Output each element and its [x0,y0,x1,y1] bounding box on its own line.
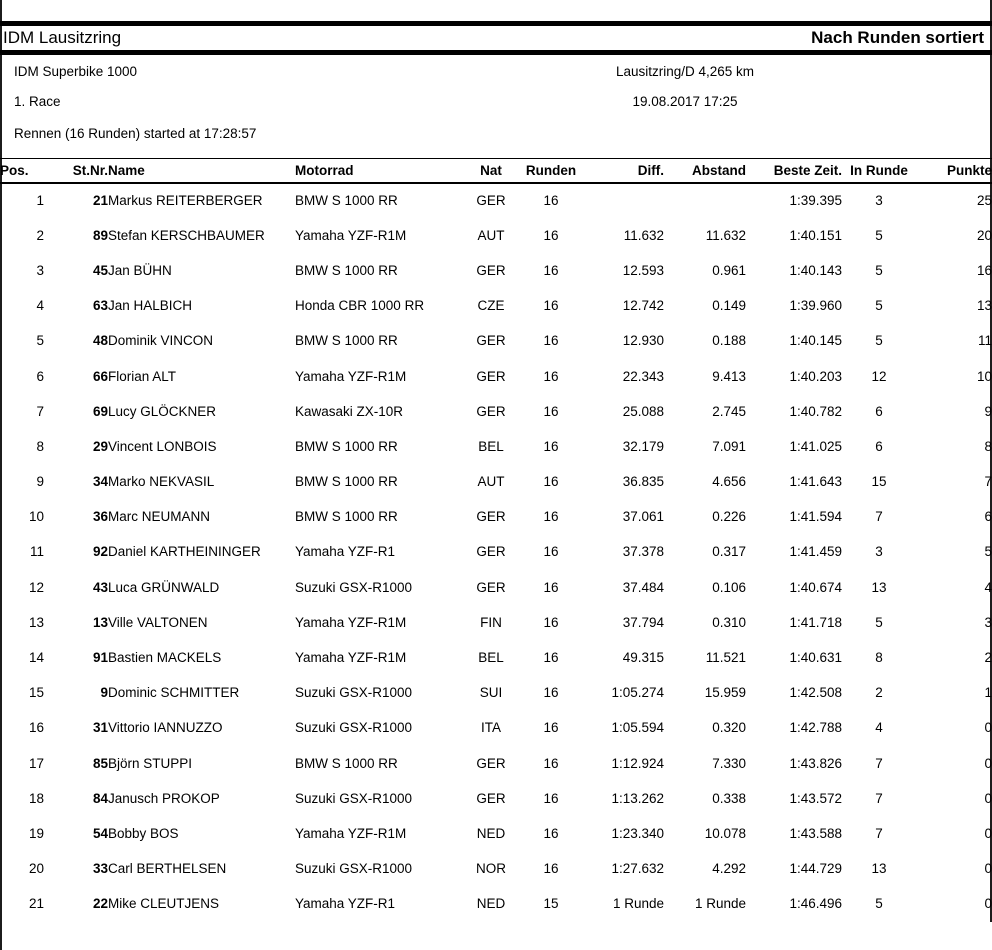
cell-name: Jan BÜHN [108,262,172,278]
cell-diff: 12.742 [622,298,664,314]
cell-runden: 16 [543,650,559,666]
cell-runden: 16 [543,861,559,877]
cell-diff: 1:23.340 [611,825,664,841]
cell-inrunde: 4 [875,720,883,736]
track-info: Lausitzring/D 4,265 km [615,64,755,79]
table-row [0,394,992,429]
cell-diff [590,183,664,218]
cell-nat: CZE [477,298,505,314]
cell-motorrad: BMW S 1000 RR [295,755,398,771]
cell-beste: 1:44.729 [789,861,842,877]
cell-runden: 16 [543,262,559,278]
cell-motorrad: BMW S 1000 RR [295,474,398,490]
cell-runden: 15 [543,896,559,912]
cell-runden: 16 [543,790,559,806]
cell-inrunde: 5 [875,227,883,243]
cell-beste: 1:40.631 [789,650,842,666]
cell-pos: 8 [36,438,44,454]
table-row [0,183,992,218]
cell-runden: 16 [543,333,559,349]
series-name: IDM Superbike 1000 [14,64,138,79]
cell-pos: 13 [28,614,44,630]
cell-abstand: 4.656 [712,474,746,490]
info-row-race [0,92,992,112]
cell-punkte: 7 [984,474,992,490]
cell-motorrad: Yamaha YZF-R1 [295,896,396,912]
cell-stnr: 63 [92,298,108,314]
cell-diff: 1 Runde [612,896,664,912]
cell-nat: BEL [478,650,504,666]
cell-abstand: 0.226 [712,509,746,525]
table-row [0,851,992,886]
cell-motorrad: BMW S 1000 RR [295,193,398,209]
cell-name: Dominik VINCON [108,333,214,349]
cell-runden: 16 [543,825,559,841]
cell-inrunde: 5 [875,262,883,278]
cell-pos: 4 [36,298,44,314]
results-table [0,158,992,921]
cell-inrunde: 7 [875,755,883,771]
cell-abstand: 4.292 [712,861,746,877]
cell-punkte: 20 [976,227,992,243]
cell-nat: GER [476,262,506,278]
event-title: IDM Lausitzring [3,28,122,47]
cell-punkte: 8 [984,438,992,454]
results-table-header [0,159,992,183]
cell-name: Janusch PROKOP [108,790,220,806]
cell-punkte: 25 [976,193,992,209]
cell-runden: 16 [543,755,559,771]
table-row [0,605,992,640]
cell-stnr: 85 [92,755,108,771]
cell-punkte: 4 [984,579,992,595]
cell-motorrad: BMW S 1000 RR [295,333,398,349]
cell-diff: 12.593 [622,262,664,278]
table-row [0,429,992,464]
cell-abstand: 15.959 [704,685,746,701]
col-header-runden: Runden [525,162,577,178]
cell-pos: 12 [28,579,44,595]
cell-inrunde: 6 [875,438,883,454]
cell-nat: GER [476,368,506,384]
cell-beste: 1:40.143 [789,262,842,278]
cell-diff: 37.378 [622,544,664,560]
cell-punkte: 9 [984,403,992,419]
cell-inrunde: 12 [871,368,887,384]
cell-beste: 1:40.145 [789,333,842,349]
cell-pos: 5 [36,333,44,349]
cell-punkte: 13 [976,298,992,314]
info-row-series [0,62,992,82]
cell-motorrad: Suzuki GSX-R1000 [295,685,413,701]
cell-nat: GER [476,544,506,560]
cell-diff: 1:12.924 [611,755,664,771]
cell-name: Bobby BOS [108,825,179,841]
cell-name: Lucy GLÖCKNER [108,403,217,419]
cell-punkte: 0 [984,861,992,877]
cell-name: Florian ALT [108,368,177,384]
cell-motorrad: Yamaha YZF-R1M [295,825,407,841]
header-divider-bar [0,50,992,55]
cell-motorrad: Yamaha YZF-R1M [295,227,407,243]
cell-name: Björn STUPPI [108,755,193,771]
cell-punkte: 1 [984,685,992,701]
cell-name: Daniel KARTHEININGER [108,544,261,560]
cell-name: Vittorio IANNUZZO [108,720,223,736]
cell-runden: 16 [543,227,559,243]
cell-abstand: 0.310 [712,614,746,630]
table-row [0,746,992,781]
cell-name: Marc NEUMANN [108,509,211,525]
cell-name: Dominic SCHMITTER [108,685,240,701]
table-row [0,640,992,675]
cell-pos: 20 [28,861,44,877]
results-table-body [0,183,992,922]
cell-beste: 1:41.643 [789,474,842,490]
cell-abstand: 1 Runde [694,896,746,912]
cell-inrunde: 5 [875,333,883,349]
cell-inrunde: 5 [875,896,883,912]
cell-stnr: 84 [92,790,108,806]
header-row [0,159,992,183]
cell-inrunde: 7 [875,509,883,525]
cell-diff: 11.632 [623,227,664,243]
col-header-beste: Beste Zeit. [773,162,842,178]
cell-runden: 16 [543,474,559,490]
cell-name: Vincent LONBOIS [108,438,217,454]
cell-diff: 22.343 [622,368,664,384]
cell-stnr: 48 [92,333,108,349]
table-row [0,323,992,358]
cell-motorrad: Honda CBR 1000 RR [295,298,425,314]
cell-pos: 11 [29,544,44,560]
cell-inrunde: 7 [875,825,883,841]
cell-nat: AUT [477,474,505,490]
cell-beste: 1:43.572 [789,790,842,806]
table-row [0,358,992,393]
cell-abstand: 0.338 [712,790,746,806]
cell-stnr: 69 [92,403,108,419]
cell-inrunde: 5 [875,298,883,314]
cell-pos: 6 [36,368,44,384]
table-row [0,816,992,851]
cell-stnr: 91 [92,650,108,666]
cell-nat: GER [476,403,506,419]
info-row-note [0,124,992,144]
cell-beste: 1:39.960 [789,298,842,314]
cell-beste: 1:43.588 [789,825,842,841]
cell-abstand: 0.188 [712,333,746,349]
cell-punkte: 16 [976,262,992,278]
col-header-diff: Diff. [637,162,664,178]
sort-order-label: Nach Runden sortiert [811,28,984,47]
col-header-inrunde: In Runde [850,162,908,178]
cell-stnr: 34 [92,474,108,490]
cell-nat: GER [476,790,506,806]
cell-pos: 3 [36,262,44,278]
cell-punkte: 10 [976,368,992,384]
table-row [0,781,992,816]
cell-diff: 1:13.262 [611,790,664,806]
cell-name: Carl BERTHELSEN [108,861,227,877]
table-row [0,675,992,710]
cell-punkte: 2 [984,650,992,666]
document-header [0,26,992,50]
cell-beste: 1:41.718 [789,614,842,630]
cell-name: Stefan KERSCHBAUMER [108,227,265,243]
col-header-motorrad: Motorrad [295,162,354,178]
col-header-punkte: Punkte [946,162,992,178]
cell-name: Bastien MACKELS [108,650,222,666]
cell-stnr: 33 [92,861,108,877]
cell-stnr: 31 [92,720,108,736]
cell-motorrad: Yamaha YZF-R1M [295,368,407,384]
cell-motorrad: Kawasaki ZX-10R [295,403,404,419]
cell-abstand: 7.091 [712,438,746,454]
cell-diff: 49.315 [622,650,664,666]
cell-diff: 12.930 [622,333,664,349]
cell-punkte: 3 [984,614,992,630]
cell-stnr: 22 [92,896,108,912]
cell-abstand: 10.078 [704,825,746,841]
cell-stnr: 43 [92,579,108,595]
cell-runden: 16 [543,509,559,525]
cell-diff: 32.179 [622,438,664,454]
cell-nat: NED [476,825,506,841]
cell-diff: 1:27.632 [611,861,664,877]
cell-inrunde: 15 [871,474,887,490]
cell-pos: 7 [36,403,44,419]
table-row [0,253,992,288]
cell-beste: 1:41.594 [789,509,842,525]
cell-punkte: 0 [984,755,992,771]
table-row [0,886,992,921]
cell-abstand: 7.330 [712,755,746,771]
cell-diff: 37.061 [622,509,664,525]
cell-name: Ville VALTONEN [108,614,208,630]
cell-punkte: 0 [984,720,992,736]
table-row [0,570,992,605]
cell-runden: 16 [543,368,559,384]
cell-stnr: 66 [92,368,108,384]
cell-runden: 16 [543,685,559,701]
race-datetime: 19.08.2017 17:25 [632,94,738,109]
cell-stnr: 54 [92,825,108,841]
cell-beste: 1:41.025 [789,438,842,454]
cell-abstand: 11.632 [705,227,746,243]
cell-motorrad: Suzuki GSX-R1000 [295,861,413,877]
cell-runden: 16 [543,193,559,209]
cell-diff: 36.835 [622,474,664,490]
cell-motorrad: BMW S 1000 RR [295,438,398,454]
cell-diff: 1:05.594 [611,720,664,736]
race-number: 1. Race [14,94,61,109]
cell-abstand: 9.413 [712,368,746,384]
cell-beste: 1:42.788 [789,720,842,736]
cell-pos: 17 [28,755,44,771]
cell-pos: 21 [28,896,44,912]
cell-beste: 1:40.674 [789,579,842,595]
cell-beste: 1:46.496 [789,896,842,912]
table-row [0,464,992,499]
cell-beste: 1:41.459 [789,544,842,560]
cell-diff: 1:05.274 [611,685,664,701]
table-row [0,288,992,323]
cell-inrunde: 6 [875,403,883,419]
cell-inrunde: 3 [875,193,883,209]
cell-motorrad: Suzuki GSX-R1000 [295,720,413,736]
cell-inrunde: 3 [875,544,883,560]
cell-abstand: 0.149 [712,298,746,314]
cell-beste: 1:40.203 [789,368,842,384]
cell-pos: 9 [36,474,44,490]
cell-punkte: 0 [984,790,992,806]
table-row [0,534,992,569]
col-header-stnr: St.Nr. [72,162,108,178]
race-start-note: Rennen (16 Runden) started at 17:28:57 [14,126,257,141]
cell-inrunde: 7 [875,790,883,806]
cell-nat: GER [476,333,506,349]
cell-nat: NOR [476,861,506,877]
cell-runden: 16 [543,720,559,736]
cell-nat: AUT [477,227,505,243]
cell-beste: 1:43.826 [789,755,842,771]
cell-nat: SUI [479,685,503,701]
cell-abstand: 0.961 [712,262,746,278]
cell-stnr: 13 [92,614,108,630]
cell-name: Luca GRÜNWALD [108,579,220,595]
cell-nat: NED [476,896,506,912]
cell-stnr: 36 [92,509,108,525]
cell-motorrad: Yamaha YZF-R1 [295,544,396,560]
cell-diff: 37.794 [622,614,664,630]
cell-nat: GER [476,509,506,525]
cell-punkte: 11 [977,333,992,349]
cell-stnr: 89 [92,227,108,243]
col-header-abstand: Abstand [692,162,746,178]
cell-nat: GER [476,755,506,771]
cell-inrunde: 8 [875,650,883,666]
cell-inrunde: 13 [871,579,887,595]
cell-stnr: 45 [92,262,108,278]
col-header-nat: Nat [480,162,502,178]
cell-beste: 1:42.508 [789,685,842,701]
cell-pos: 14 [28,650,44,666]
cell-runden: 16 [543,614,559,630]
cell-nat: FIN [480,614,502,630]
cell-pos: 15 [28,685,44,701]
cell-pos: 16 [28,720,44,736]
cell-punkte: 5 [984,544,992,560]
col-header-name: Name [108,162,145,178]
cell-name: Markus REITERBERGER [108,193,263,209]
cell-motorrad: Suzuki GSX-R1000 [295,579,413,595]
col-header-pos: Pos. [0,162,29,178]
cell-nat: ITA [481,720,501,736]
cell-pos: 1 [36,193,44,209]
cell-beste: 1:39.395 [789,193,842,209]
cell-motorrad: BMW S 1000 RR [295,509,398,525]
cell-runden: 16 [543,544,559,560]
cell-diff: 25.088 [622,403,664,419]
cell-motorrad: Yamaha YZF-R1M [295,650,407,666]
cell-name: Marko NEKVASIL [108,474,215,490]
cell-abstand: 2.745 [712,403,746,419]
cell-stnr: 21 [92,193,108,209]
cell-pos: 18 [28,790,44,806]
cell-pos: 19 [28,825,44,841]
cell-beste: 1:40.151 [789,227,842,243]
cell-stnr: 9 [100,685,108,701]
cell-abstand [664,183,746,218]
cell-name: Jan HALBICH [108,298,193,314]
cell-inrunde: 13 [871,861,887,877]
table-row [0,499,992,534]
cell-punkte: 6 [984,509,992,525]
cell-motorrad: BMW S 1000 RR [295,262,398,278]
cell-motorrad: Yamaha YZF-R1M [295,614,407,630]
cell-pos: 2 [36,227,44,243]
cell-abstand: 11.521 [705,650,746,666]
cell-runden: 16 [543,403,559,419]
table-row [0,710,992,745]
cell-stnr: 29 [92,438,108,454]
cell-motorrad: Suzuki GSX-R1000 [295,790,413,806]
cell-punkte: 0 [984,896,992,912]
cell-diff: 37.484 [622,579,664,595]
cell-abstand: 0.317 [712,544,746,560]
cell-abstand: 0.320 [712,720,746,736]
cell-pos: 10 [28,509,44,525]
cell-nat: GER [476,579,506,595]
cell-stnr: 92 [92,544,108,560]
cell-punkte: 0 [984,825,992,841]
cell-name: Mike CLEUTJENS [108,896,220,912]
cell-nat: BEL [478,438,504,454]
cell-abstand: 0.106 [712,579,746,595]
cell-beste: 1:40.782 [789,403,842,419]
cell-runden: 16 [543,298,559,314]
cell-nat: GER [476,193,506,209]
cell-runden: 16 [543,438,559,454]
cell-inrunde: 2 [875,685,883,701]
table-row [0,218,992,253]
cell-inrunde: 5 [875,614,883,630]
cell-runden: 16 [543,579,559,595]
